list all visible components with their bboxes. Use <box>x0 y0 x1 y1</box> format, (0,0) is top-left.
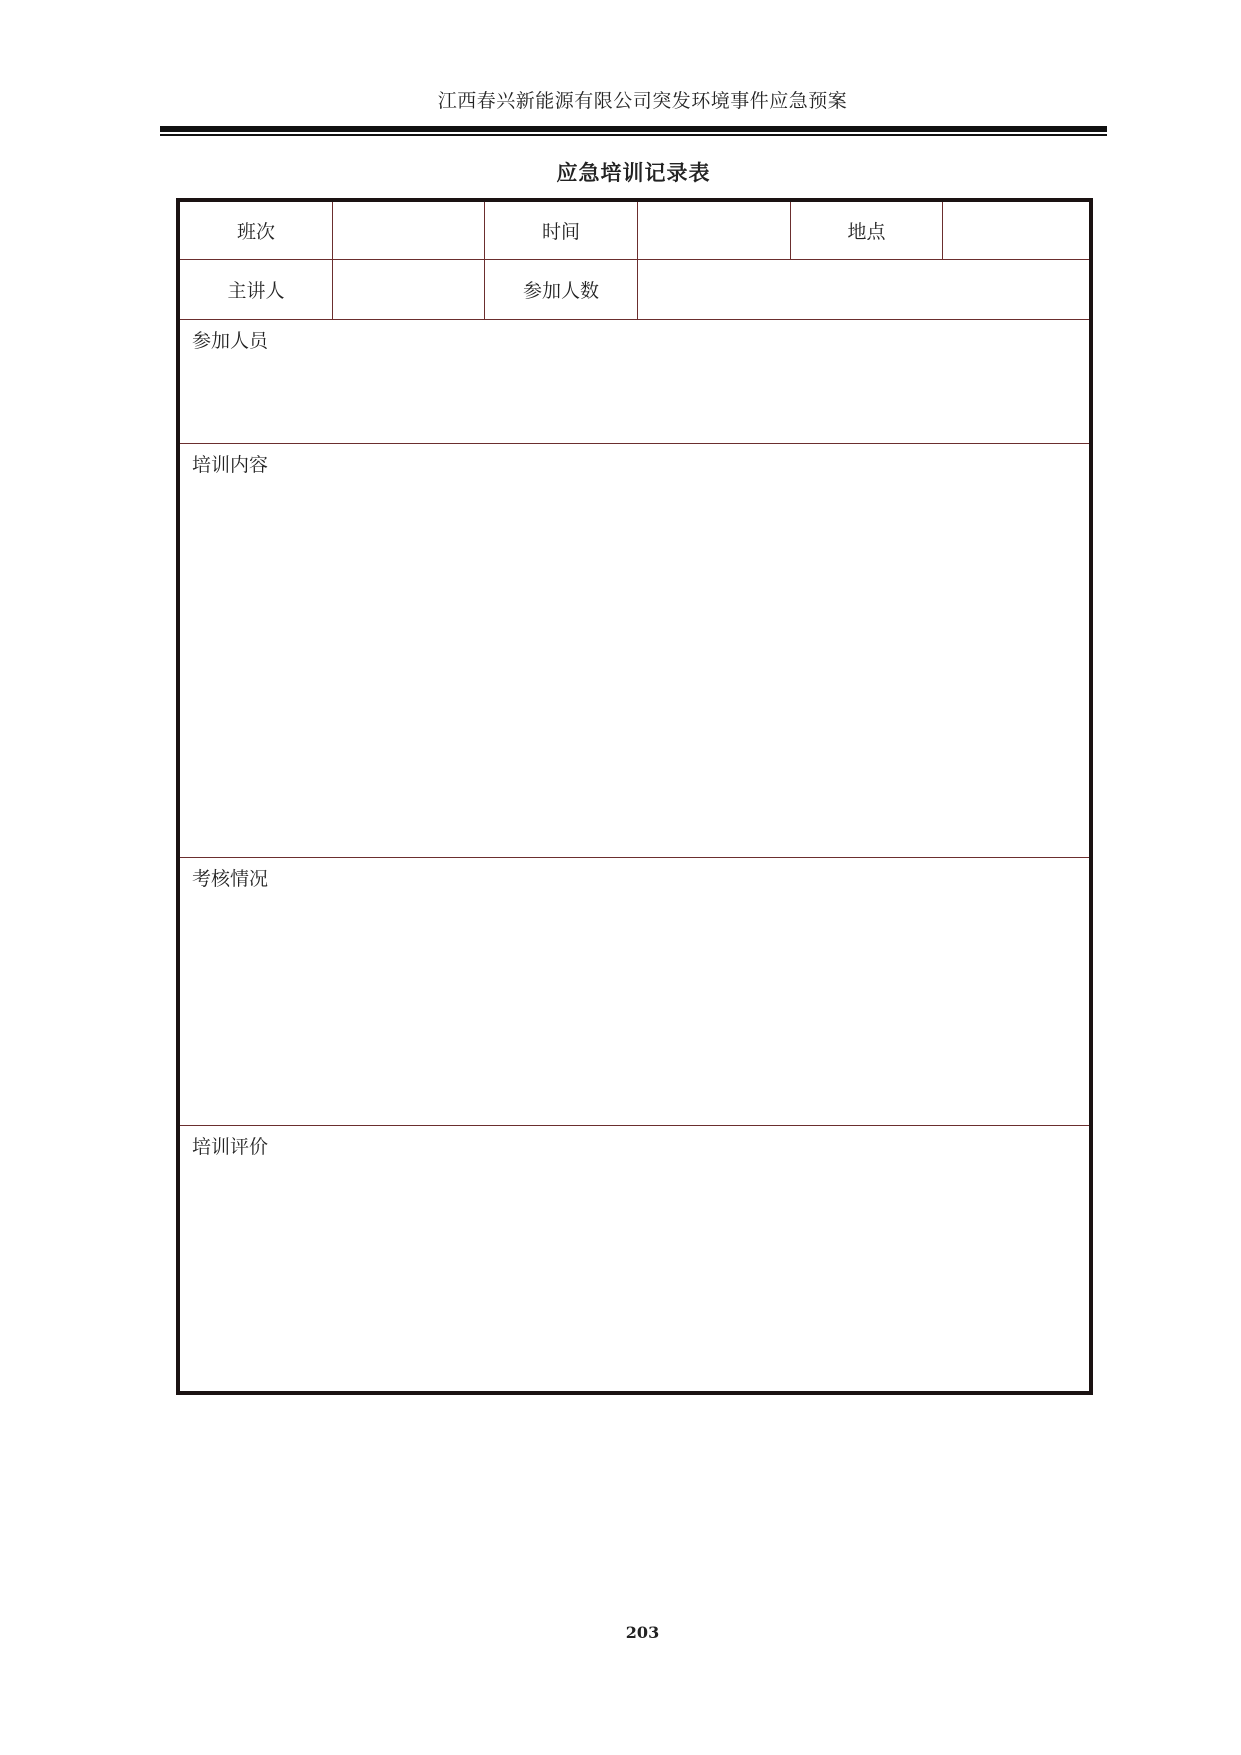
running-header: 江西春兴新能源有限公司突发环境事件应急预案 <box>437 90 848 112</box>
attendees-label: 参加人员 <box>192 330 269 352</box>
training-evaluation-section[interactable] <box>180 1126 1089 1391</box>
lecturer-label: 主讲人 <box>180 260 333 319</box>
header-rule-thick <box>160 126 1107 132</box>
attendee-count-value-field[interactable] <box>638 260 1089 319</box>
table-row-class-time-location <box>180 202 1089 260</box>
table-row-lecturer-count <box>180 260 1089 320</box>
page-number: 203 <box>625 1623 660 1642</box>
assessment-label: 考核情况 <box>192 868 269 890</box>
training-content-section[interactable] <box>180 444 1089 858</box>
class-value-field[interactable] <box>333 202 485 259</box>
location-label: 地点 <box>791 202 943 259</box>
time-label: 时间 <box>485 202 638 259</box>
attendees-section[interactable] <box>180 320 1089 444</box>
time-value-field[interactable] <box>638 202 791 259</box>
training-content-label: 培训内容 <box>192 454 269 476</box>
location-value-field[interactable] <box>943 202 1089 259</box>
header-rule-thin <box>160 134 1107 136</box>
training-record-table <box>176 198 1093 1395</box>
attendee-count-label: 参加人数 <box>485 260 638 319</box>
assessment-section[interactable] <box>180 858 1089 1126</box>
class-label: 班次 <box>180 202 333 259</box>
training-evaluation-label: 培训评价 <box>192 1136 269 1158</box>
form-title: 应急培训记录表 <box>556 161 711 185</box>
lecturer-value-field[interactable] <box>333 260 485 319</box>
